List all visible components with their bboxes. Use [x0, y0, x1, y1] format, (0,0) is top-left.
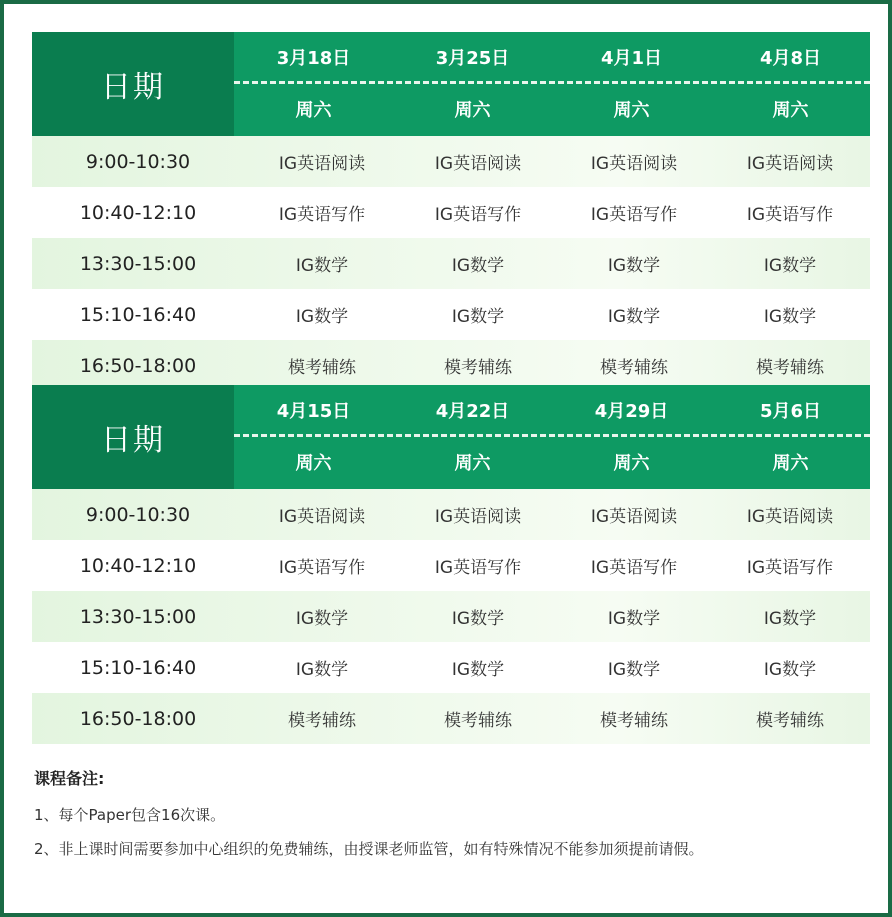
course-cell: IG数学 [295, 307, 349, 327]
date-header-label: 日期 [32, 32, 234, 136]
time-slot: 15:10-16:40 [79, 303, 197, 326]
table-row [32, 693, 870, 744]
weekday-cell: 周六 [772, 100, 809, 121]
date-columns-header [234, 385, 870, 489]
time-slot: 16:50-18:00 [79, 707, 197, 730]
date-cell: 3月25日 [435, 48, 510, 69]
table-header [32, 385, 870, 489]
course-cell: 模考辅练 [600, 711, 668, 731]
table-row [32, 591, 870, 642]
weekday-cell: 周六 [613, 453, 650, 474]
weekday-cell: 周六 [613, 100, 650, 121]
course-cell: 模考辅练 [756, 711, 824, 731]
weekday-cell: 周六 [454, 100, 491, 121]
table-row [32, 289, 870, 340]
date-cell: 4月15日 [276, 401, 351, 422]
course-cell: IG数学 [607, 307, 661, 327]
table-row [32, 187, 870, 238]
course-cell: IG英语阅读 [590, 507, 678, 527]
course-cell: 模考辅练 [444, 711, 512, 731]
time-slot: 13:30-15:00 [79, 252, 197, 275]
course-cell: IG数学 [451, 307, 505, 327]
notes-title: 课程备注: [34, 769, 105, 788]
weekday-cell: 周六 [772, 453, 809, 474]
time-slot: 13:30-15:00 [79, 605, 197, 628]
date-cell: 3月18日 [276, 48, 351, 69]
table-row [32, 489, 870, 540]
date-cell: 4月8日 [759, 48, 822, 69]
weekday-cell: 周六 [295, 453, 332, 474]
course-cell: IG英语阅读 [434, 154, 522, 174]
course-cell: IG英语写作 [746, 558, 834, 578]
course-cell: IG数学 [451, 609, 505, 629]
dates-row [234, 32, 870, 82]
course-cell: 模考辅练 [600, 358, 668, 378]
course-cell: 模考辅练 [444, 358, 512, 378]
course-cell: IG英语阅读 [434, 507, 522, 527]
date-cell: 5月6日 [759, 401, 822, 422]
schedule-table-2 [32, 385, 870, 744]
table-row [32, 340, 870, 391]
date-cell: 4月22日 [435, 401, 510, 422]
course-cell: IG英语阅读 [278, 154, 366, 174]
time-slot: 10:40-12:10 [79, 201, 197, 224]
weekdays-row [234, 84, 870, 134]
course-cell: IG英语阅读 [590, 154, 678, 174]
weekdays-row [234, 437, 870, 487]
time-slot: 15:10-16:40 [79, 656, 197, 679]
course-cell: IG英语阅读 [746, 507, 834, 527]
course-cell: IG数学 [607, 609, 661, 629]
course-cell: IG数学 [295, 256, 349, 276]
note-item: 2、非上课时间需要参加中心组织的免费辅练，由授课老师监管，如有特殊情况不能参加须提前请假。 [34, 840, 704, 858]
table-header [32, 32, 870, 136]
course-cell: 模考辅练 [288, 711, 356, 731]
course-cell: IG数学 [295, 660, 349, 680]
table-row [32, 136, 870, 187]
course-cell: IG英语写作 [278, 558, 366, 578]
course-notes [34, 766, 874, 860]
course-cell: IG数学 [763, 307, 817, 327]
time-slot: 9:00-10:30 [85, 150, 191, 173]
course-cell: IG数学 [607, 256, 661, 276]
course-cell: IG数学 [763, 256, 817, 276]
course-cell: IG数学 [607, 660, 661, 680]
course-cell: 模考辅练 [756, 358, 824, 378]
course-cell: IG英语写作 [590, 558, 678, 578]
course-cell: IG数学 [295, 609, 349, 629]
time-slot: 16:50-18:00 [79, 354, 197, 377]
date-cell: 4月29日 [594, 401, 669, 422]
course-cell: IG英语写作 [590, 205, 678, 225]
date-cell: 4月1日 [600, 48, 663, 69]
note-item: 1、每个Paper包含16次课。 [34, 806, 226, 824]
course-cell: IG英语写作 [746, 205, 834, 225]
course-cell: IG数学 [451, 256, 505, 276]
time-slot: 10:40-12:10 [79, 554, 197, 577]
course-cell: IG英语写作 [434, 558, 522, 578]
table-row [32, 238, 870, 289]
table-row [32, 642, 870, 693]
course-cell: IG数学 [763, 609, 817, 629]
course-cell: IG英语写作 [434, 205, 522, 225]
time-slot: 9:00-10:30 [85, 503, 191, 526]
date-header-label: 日期 [32, 385, 234, 489]
dates-row [234, 385, 870, 435]
table-row [32, 540, 870, 591]
course-cell: IG数学 [763, 660, 817, 680]
course-cell: IG英语阅读 [278, 507, 366, 527]
course-cell: IG英语阅读 [746, 154, 834, 174]
schedule-table-1 [32, 32, 870, 391]
course-cell: IG数学 [451, 660, 505, 680]
weekday-cell: 周六 [295, 100, 332, 121]
weekday-cell: 周六 [454, 453, 491, 474]
course-cell: IG英语写作 [278, 205, 366, 225]
course-cell: 模考辅练 [288, 358, 356, 378]
date-columns-header [234, 32, 870, 136]
